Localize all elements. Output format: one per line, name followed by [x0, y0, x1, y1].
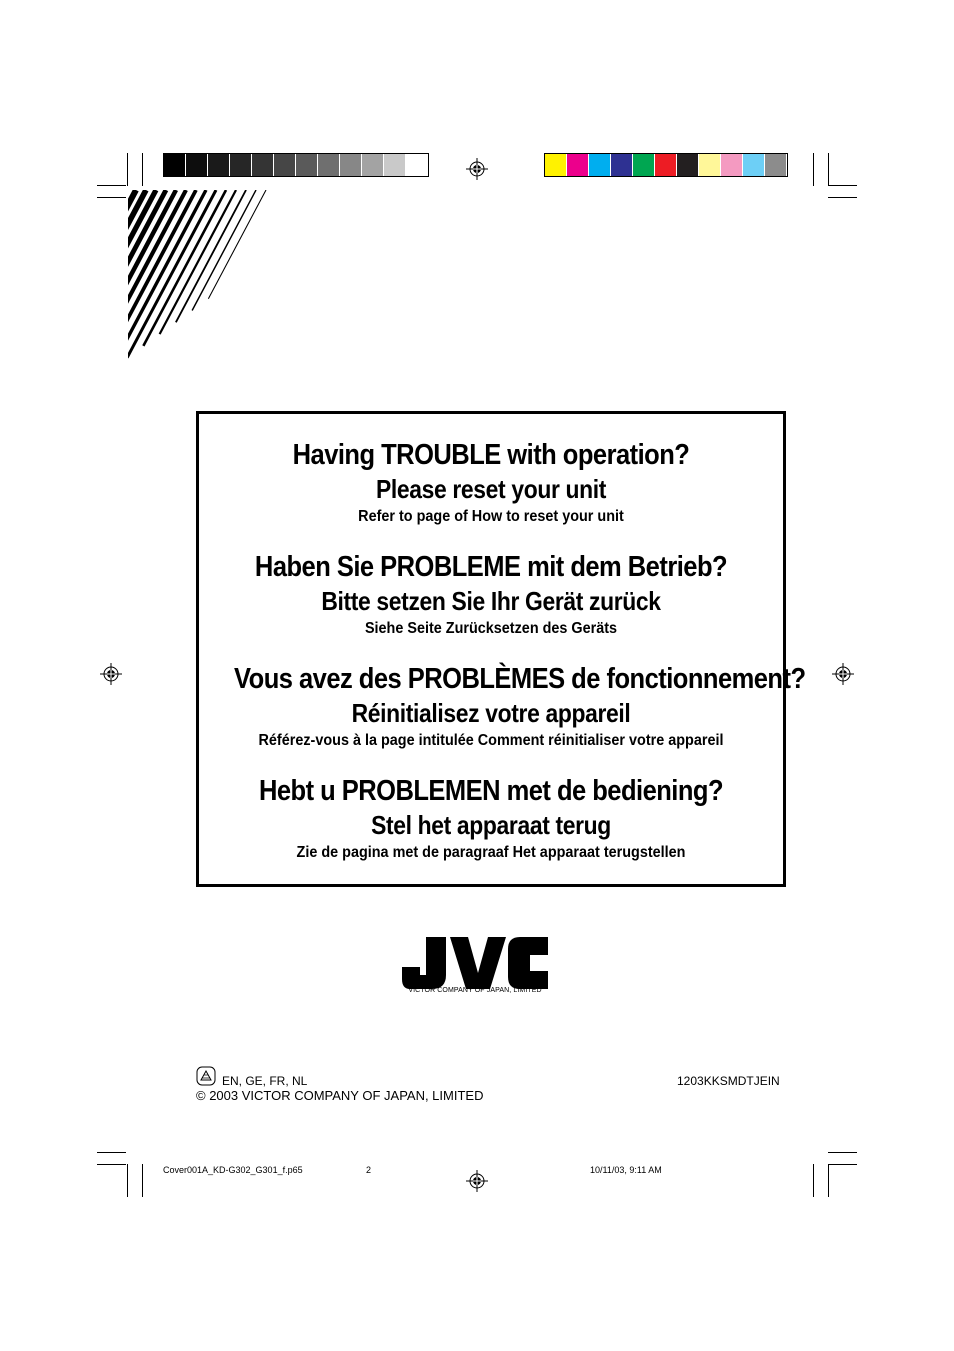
notice-nl-subhead: Stel het apparaat terug — [371, 810, 611, 840]
stripe-6 — [128, 190, 186, 393]
color-patch-10 — [743, 154, 765, 176]
gray-patch-5 — [252, 154, 274, 176]
crop-mark-top-left-h2 — [97, 197, 126, 198]
slug-page: 2 — [366, 1165, 372, 1175]
logo-caption: VICTOR COMPANY OF JAPAN, LIMITED — [408, 987, 542, 994]
color-patch-1 — [545, 154, 567, 176]
gray-patch-6 — [274, 154, 296, 176]
notice-fr-subhead: Réinitialisez votre appareil — [351, 698, 631, 728]
color-patch-2 — [567, 154, 589, 176]
crop-mark-bottom-right-v — [813, 1164, 814, 1197]
gray-patch-10 — [362, 154, 384, 176]
gray-patch-4 — [230, 154, 252, 176]
crop-mark-bottom-left-v — [127, 1164, 128, 1197]
crop-mark-top-left-v2 — [142, 153, 143, 186]
crop-mark-bottom-left-v2 — [142, 1164, 143, 1197]
color-patch-8 — [699, 154, 721, 176]
stripe-11 — [160, 190, 236, 334]
gray-patch-3 — [208, 154, 230, 176]
notice-nl-note: Zie de pagina met de paragraaf Het apparaat terugstellen — [296, 844, 686, 861]
registration-mark-right-icon — [832, 663, 854, 685]
product-code: 1203KKSMDTJEIN — [677, 1074, 780, 1088]
crop-mark-bottom-right-v2 — [828, 1164, 829, 1197]
notice-de-headline: Haben Sie PROBLEME mit dem Betrieb? — [254, 551, 728, 583]
gray-patch-2 — [186, 154, 208, 176]
notice-nl-headline: Hebt u PROBLEMEN met de bediening? — [258, 775, 724, 807]
registration-mark-bottom-icon — [466, 1170, 488, 1192]
registration-mark-left-icon — [100, 663, 122, 685]
process-color-bar — [544, 153, 788, 177]
crop-mark-top-left-h — [97, 185, 126, 186]
notice-en — [199, 438, 783, 528]
notice-fr-note: Référez-vous à la page intitulée Comment réinitialiser votre appareil — [258, 732, 724, 749]
crop-mark-top-right-h — [828, 185, 857, 186]
color-patch-4 — [611, 154, 633, 176]
crop-mark-top-right-h2 — [828, 197, 857, 198]
registration-mark-top-icon — [466, 158, 488, 180]
copyright-line: © 2003 VICTOR COMPANY OF JAPAN, LIMITED — [196, 1088, 484, 1103]
notice-nl — [199, 774, 783, 864]
notice-en-subhead: Please reset your unit — [375, 474, 607, 504]
crop-mark-top-right-v — [813, 153, 814, 186]
notice-de — [199, 550, 783, 640]
gray-patch-11 — [384, 154, 406, 176]
color-patch-11 — [765, 154, 787, 176]
trouble-notice-box — [196, 411, 806, 887]
languages-label: EN, GE, FR, NL — [222, 1074, 308, 1088]
crop-mark-top-left-v — [127, 153, 128, 186]
notice-en-note: Refer to page of How to reset your unit — [358, 508, 624, 525]
color-patch-9 — [721, 154, 743, 176]
crop-mark-bottom-right-h2 — [828, 1164, 857, 1165]
crop-mark-bottom-left-h2 — [97, 1164, 126, 1165]
slug-filename: Cover001A_KD-G302_G301_f.p65 — [163, 1165, 303, 1175]
color-patch-7 — [677, 154, 699, 176]
notice-fr — [199, 662, 806, 752]
gray-patch-12 — [406, 154, 428, 176]
crop-mark-bottom-right-h — [828, 1152, 857, 1153]
slug-timestamp: 10/11/03, 9:11 AM — [590, 1165, 662, 1175]
crop-mark-top-right-v2 — [828, 153, 829, 186]
gray-patch-7 — [296, 154, 318, 176]
gray-patch-1 — [164, 154, 186, 176]
gray-patch-8 — [318, 154, 340, 176]
gray-patch-9 — [340, 154, 362, 176]
crop-mark-bottom-left-h — [97, 1152, 126, 1153]
color-patch-6 — [655, 154, 677, 176]
color-patch-5 — [633, 154, 655, 176]
notice-de-subhead: Bitte setzen Sie Ihr Gerät zurück — [321, 586, 661, 616]
gray-color-bar — [163, 153, 429, 177]
notice-de-note: Siehe Seite Zurücksetzen des Geräts — [364, 620, 618, 637]
color-patch-3 — [589, 154, 611, 176]
notice-en-headline: Having TROUBLE with operation? — [292, 439, 690, 471]
stripe-13 — [192, 190, 256, 311]
recycle-icon — [196, 1066, 216, 1086]
notice-fr-headline: Vous avez des PROBLÈMES de fonctionnement? — [234, 663, 806, 695]
